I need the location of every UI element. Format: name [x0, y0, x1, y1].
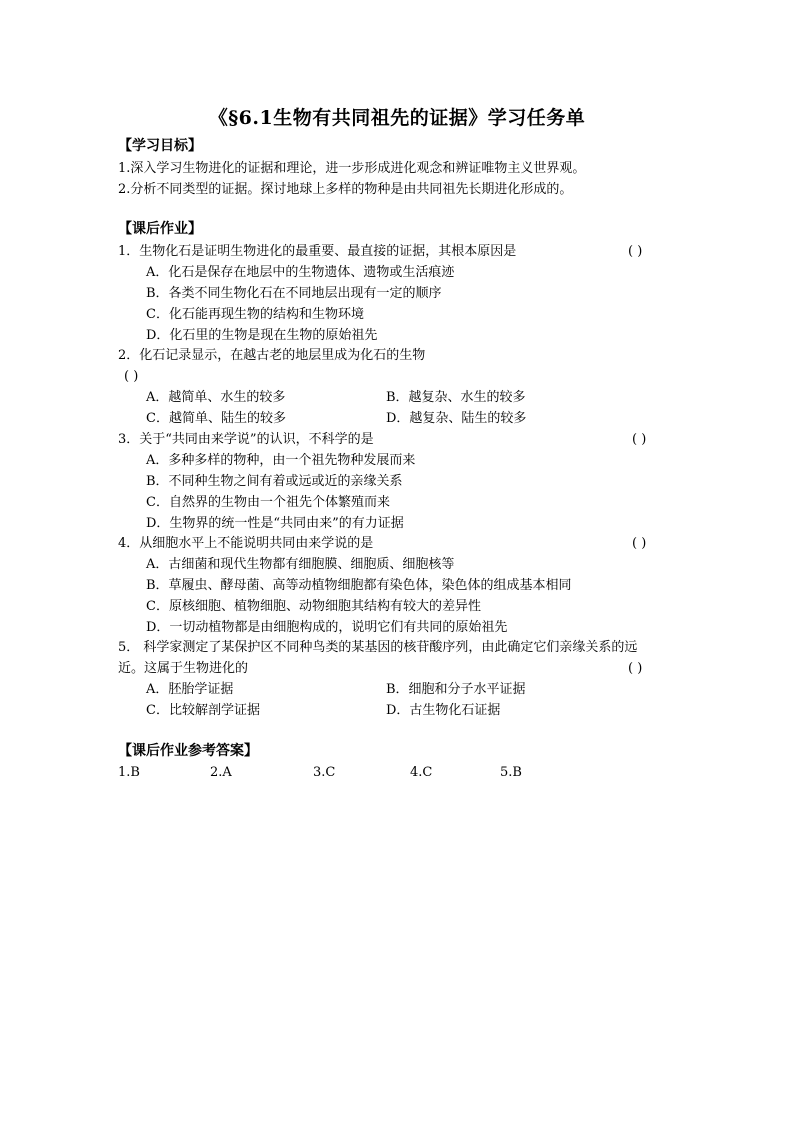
question-4-option-d: D．一切动植物都是由细胞构成的，说明它们有共同的原始祖先: [146, 620, 508, 635]
page-title: 《§6.1生物有共同祖先的证据》学习任务单: [208, 107, 586, 129]
question-2-option-c: C．越简单、陆生的较多: [146, 411, 286, 426]
question-5-option-a: A．胚胎学证据: [146, 682, 234, 697]
question-5-option-c: C．比较解剖学证据: [146, 703, 260, 718]
question-3-stem: 3．关于“共同由来学说”的认识，不科学的是: [118, 432, 374, 447]
objectives-heading: 【学习目标】: [118, 138, 202, 154]
homework-heading: 【课后作业】: [118, 221, 202, 237]
objective-item-2: 2.分析不同类型的证据。探讨地球上多样的物种是由共同祖先长期进化形成的。: [118, 182, 573, 197]
question-4-stem: 4．从细胞水平上不能说明共同由来学说的是: [118, 536, 374, 551]
question-1-option-c: C．化石能再现生物的结构和生物环境: [146, 307, 364, 322]
answer-3: 3.C: [313, 765, 336, 780]
question-3-option-a: A．多种多样的物种，由一个祖先物种发展而来: [146, 453, 416, 468]
question-4-option-b: B．草履虫、酵母菌、高等动植物细胞都有染色体，染色体的组成基本相同: [146, 578, 572, 593]
question-5-option-d: D．古生物化石证据: [386, 703, 501, 718]
question-2-option-b: B．越复杂、水生的较多: [386, 390, 526, 405]
question-5-answer-blank: ( ): [628, 661, 643, 676]
answer-2: 2.A: [210, 765, 232, 780]
objective-item-1: 1.深入学习生物进化的证据和理论，进一步形成进化观念和辨证唯物主义世界观。: [118, 161, 586, 176]
question-5-stem: 5． 科学家测定了某保护区不同种鸟类的某基因的核苷酸序列，由此确定它们亲缘关系的远: [118, 640, 638, 655]
question-2-option-d: D．越复杂、陆生的较多: [386, 411, 527, 426]
question-1-option-d: D．化石里的生物是现在生物的原始祖先: [146, 328, 378, 343]
question-3-option-d: D．生物界的统一性是“共同由来”的有力证据: [146, 516, 404, 531]
question-1-stem: 1．生物化石是证明生物进化的最重要、最直接的证据，其根本原因是: [118, 244, 517, 259]
answers-heading: 【课后作业参考答案】: [118, 743, 258, 759]
answer-4: 4.C: [410, 765, 433, 780]
answer-1: 1.B: [118, 765, 140, 780]
question-1-option-b: B．各类不同生物化石在不同地层出现有一定的顺序: [146, 286, 442, 301]
question-1-option-a: A．化石是保存在地层中的生物遗体、遗物或生活痕迹: [146, 265, 455, 280]
answer-5: 5.B: [500, 765, 522, 780]
question-4-answer-blank: ( ): [632, 536, 647, 551]
question-3-option-c: C．自然界的生物由一个祖先个体繁殖而来: [146, 495, 390, 510]
question-4-option-c: C．原核细胞、植物细胞、动物细胞其结构有较大的差异性: [146, 599, 481, 614]
question-1-answer-blank: ( ): [628, 244, 643, 259]
question-2-option-a: A．越简单、水生的较多: [146, 390, 286, 405]
question-2-answer-blank: ( ): [124, 369, 139, 384]
question-2-stem: 2．化石记录显示，在越古老的地层里成为化石的生物: [118, 348, 426, 363]
question-5-stem-continued: 近。这属于生物进化的: [118, 661, 249, 676]
question-4-option-a: A．古细菌和现代生物都有细胞膜、细胞质、细胞核等: [146, 557, 455, 572]
question-3-option-b: B．不同种生物之间有着或远或近的亲缘关系: [146, 474, 403, 489]
question-5-option-b: B．细胞和分子水平证据: [386, 682, 526, 697]
question-3-answer-blank: ( ): [632, 432, 647, 447]
